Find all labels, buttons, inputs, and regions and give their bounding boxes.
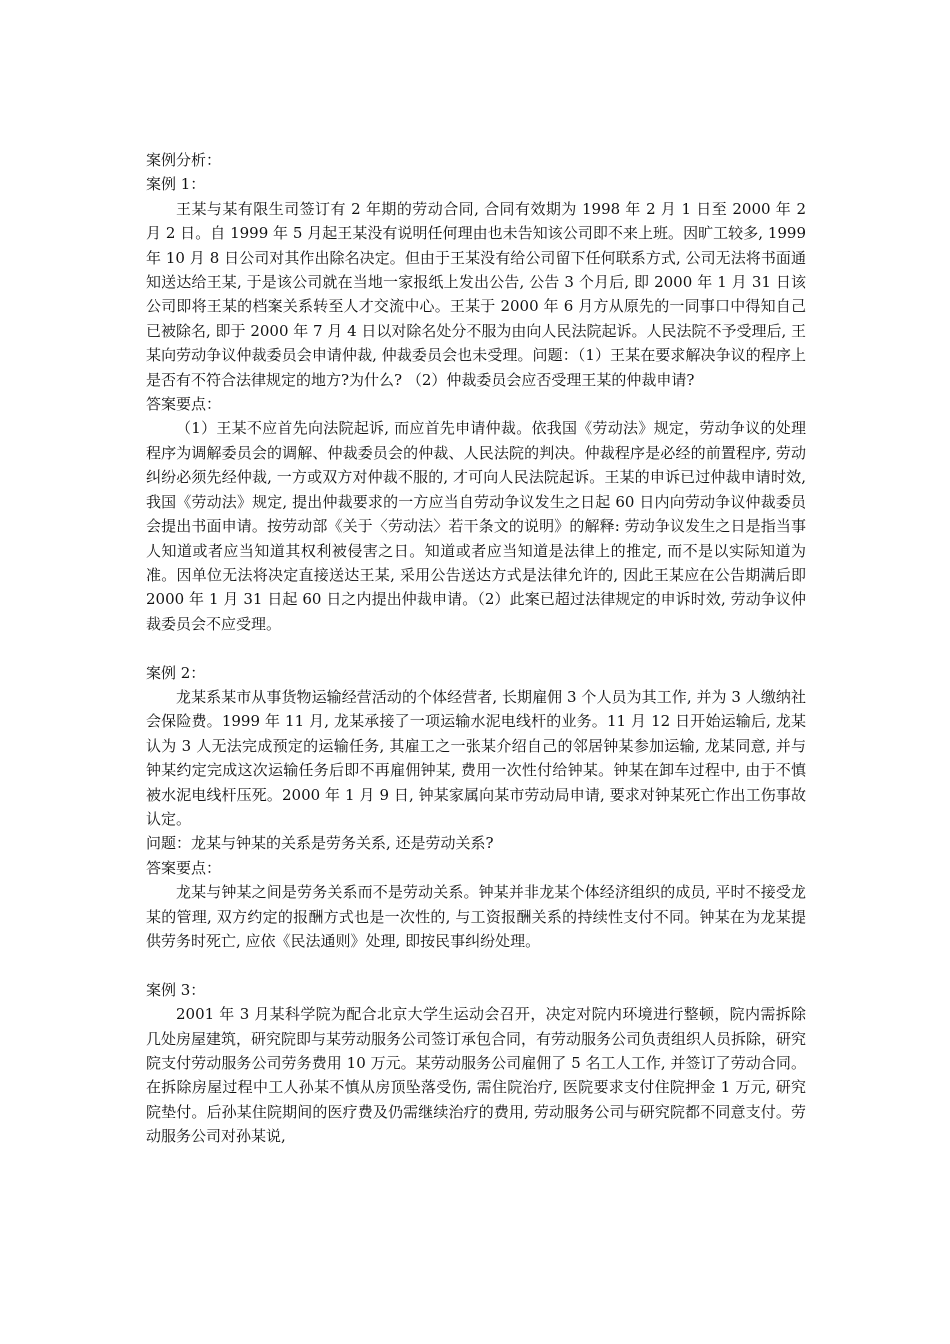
case-2-body: 龙某系某市从事货物运输经营活动的个体经营者, 长期雇佣 3 个人员为其工作, 并为 3 人缴纳社会保险费。1999 年 11 月, 龙某承接了一项运输水泥电线杆的业务。11 月 12 日开始运输后, 龙某认为 3 人无法完成预定的运输任务, 其雇工之一张某介绍自己的邻居钟某参加运输, 龙某同意, 并与钟某约定完成这次运输任务后即不再雇佣钟某, 费用一次性付给钟某。钟某在卸车过程中, 由于不慎被水泥电线杆压死。2000 年 1 月 9 日, 钟某家属向某市劳动局申请, 要求对钟某死亡作出工伤事故认定。 <box>146 687 806 828</box>
case-3-body: 2001 年 3 月某科学院为配合北京大学生运动会召开，决定对院内环境进行整顿，院内需拆除几处房屋建筑，研究院即与某劳动服务公司签订承包合同，有劳动服务公司负责组织人员拆除，研究院支付劳动服务公司劳务费用 10 万元。某劳动服务公司雇佣了 5 名工人工作, 并签订了劳动合同。在拆除房屋过程中工人孙某不慎从房顶坠落受伤, 需住院治疗, 医院要求支付住院押金 1 万元, 研究院垫付。后孙某住院期间的医疗费及仍需继续治疗的费用, 劳动服务公司与研究院都不同意支付。劳动服务公司对孙某说, <box>146 1005 807 1146</box>
case-2-title: 案例 2： <box>146 663 206 682</box>
case-2-answer-label: 答案要点： <box>146 858 222 877</box>
case-1-title: 案例 1： <box>146 175 206 194</box>
case-2-question: 问题：龙某与钟某的关系是劳务关系, 还是劳动关系? <box>146 834 494 853</box>
case-1-answer-label: 答案要点： <box>146 395 222 414</box>
case-1-body: 王某与某有限生司签订有 2 年期的劳动合同, 合同有效期为 1998 年 2 月 1 日至 2000 年 2 月 2 日。自 1999 年 5 月起王某没有说明任何理由也未告知该公司即不来上班。因旷工较多, 1999 年 10 月 8 日公司对其作出除名决定。但由于王某没有给公司留下任何联系方式, 公司无法将书面通知送达给王某, 于是该公司就在当地一家报纸上发出公告, 公告 3 个月后, 即 2000 年 1 月 31 日该公司即将王某的档案关系转至人才交流中心。王某于 2000 年 6 月方从原先的一同事口中得知自己已被除名, 即于 2000 年 7 月 4 日以对除名处分不服为由向人民法院起诉。人民法院不予受理后, 王某向劳动争议仲裁委员会申请仲裁, 仲裁委员会也未受理。问题：（1）王某在要求解决争议的程序上是否有不符合法律规定的地方?为什么? （2）仲裁委员会应否受理王某的仲裁申请? <box>146 199 806 389</box>
spacer <box>146 636 806 660</box>
section-heading: 案例分析： <box>146 151 222 169</box>
spacer <box>146 953 806 977</box>
case-2-answer: 龙某与钟某之间是劳务关系而不是劳动关系。钟某并非龙某个体经济组织的成员, 平时不接受龙某的管理, 双方约定的报酬方式也是一次性的, 与工资报酬关系的持续性支付不同。钟某在为龙某提供劳务时死亡, 应依《民法通则》处理, 即按民事纠纷处理。 <box>146 883 806 950</box>
case-1-answer: （1）王某不应首先向法院起诉, 而应首先申请仲裁。依我国《劳动法》规定，劳动争议的处理程序为调解委员会的调解、仲裁委员会的仲裁、人民法院的判决。仲裁程序是必经的前置程序, 劳动纠纷必须先经仲裁, 一方或双方对仲裁不服的, 才可向人民法院起诉。王某的申诉已过仲裁申请时效, 我国《劳动法》规定, 提出仲裁要求的一方应当自劳动争议发生之日起 60 日内向劳动争议仲裁委员会提出书面申请。按劳动部《关于〈劳动法〉若干条文的说明》的解释: 劳动争议发生之日是指当事人知道或者应当知道其权利被侵害之日。知道或者应当知道是法律上的推定, 而不是以实际知道为准。因单位无法将决定直接送达王某, 采用公告送达方式是法律允许的, 因此王某应在公告期满后即 2000 年 1 月 31 日起 60 日之内提出仲裁申请。（2）此案已超过法律规定的申诉时效, 劳动争议仲裁委员会不应受理。 <box>146 419 806 633</box>
case-3-title: 案例 3： <box>146 980 206 999</box>
document-body <box>146 148 806 1149</box>
